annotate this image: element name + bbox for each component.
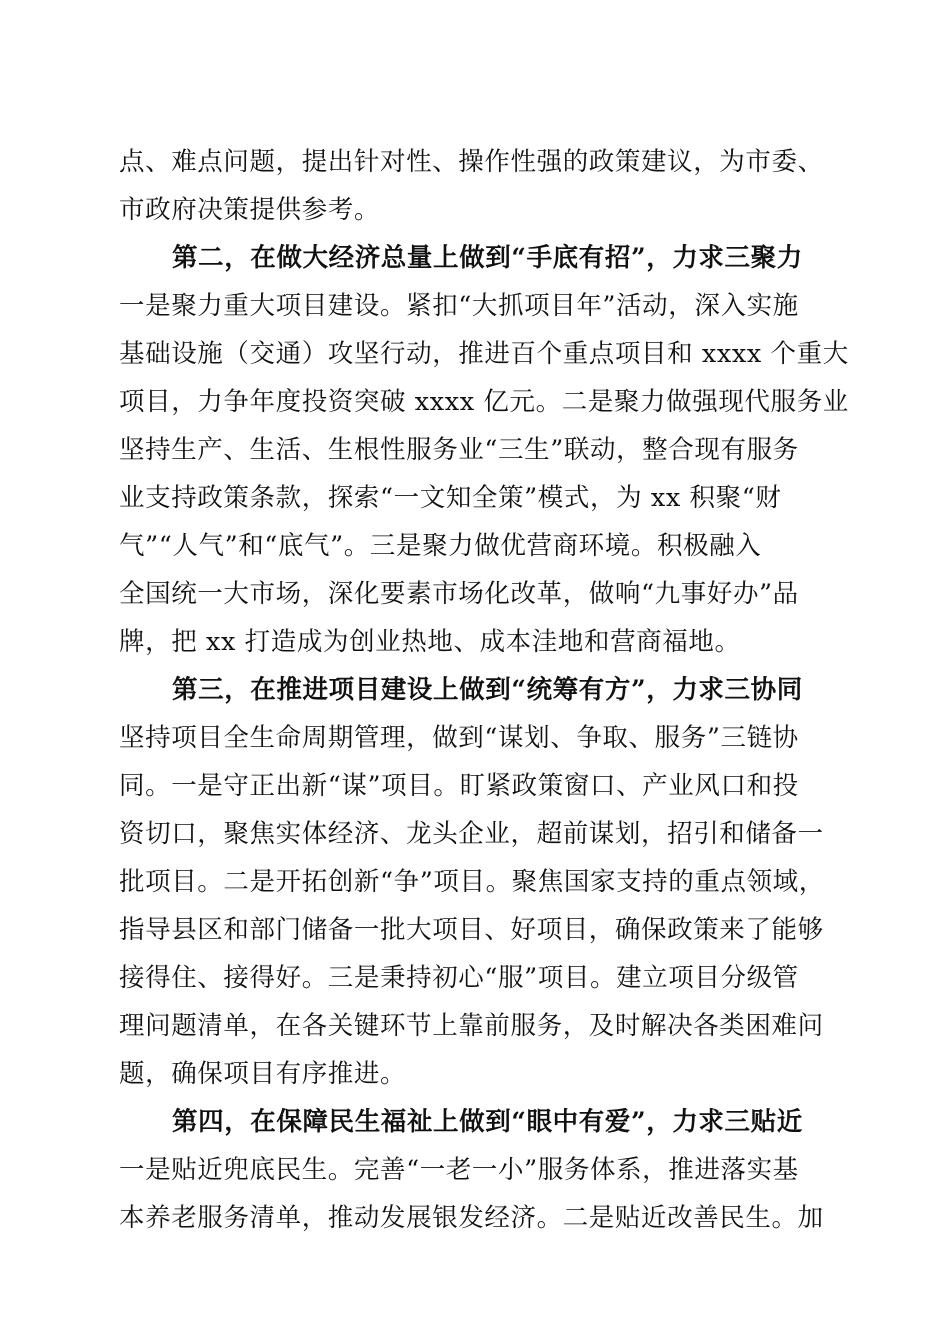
- text-line: 气”“人气”和“底气”。三是聚力做优营商环境。积极融入: [119, 531, 762, 561]
- text-line: 业支持政策条款，探索“一文知全策”模式，为 xx 积聚“财: [119, 483, 782, 513]
- text-line: 接得住、接得好。三是秉持初心“服”项目。建立项目分级管: [119, 963, 799, 993]
- section-heading: 第三，在推进项目建设上做到“统筹有方”，力求三协同: [172, 675, 803, 705]
- text-line: 牌，把 xx 打造成为创业热地、成本洼地和营商福地。: [119, 627, 741, 657]
- section-heading: 第二，在做大经济总量上做到“手底有招”，力求三聚力: [172, 243, 803, 273]
- text-line: 项目，力争年度投资突破 xxxx 亿元。二是聚力做强现代服务业: [119, 387, 849, 417]
- text-line: 坚持项目全生命周期管理，做到“谋划、争取、服务”三链协: [119, 723, 799, 753]
- text-line: 理问题清单，在各关键环节上靠前服务，及时解决各类困难问: [119, 1011, 824, 1041]
- text-line: 全国统一大市场，深化要素市场化改革，做响“九事好办”品: [119, 579, 799, 609]
- text-line: 点、难点问题，提出针对性、操作性强的政策建议，为市委、: [119, 147, 824, 177]
- text-line: 坚持生产、生活、生根性服务业“三生”联动，整合现有服务: [119, 435, 799, 465]
- section-heading: 第四，在保障民生福祉上做到“眼中有爱”，力求三贴近: [172, 1107, 803, 1137]
- text-line: 市政府决策提供参考。: [119, 195, 381, 225]
- text-line: 资切口，聚焦实体经济、龙头企业，超前谋划，招引和储备一: [119, 819, 824, 849]
- text-line: 本养老服务清单，推动发展银发经济。二是贴近改善民生。加: [119, 1203, 824, 1233]
- text-line: 一是贴近兜底民生。完善“一老一小”服务体系，推进落实基: [119, 1155, 799, 1185]
- text-line: 指导县区和部门储备一批大项目、好项目，确保政策来了能够: [119, 915, 824, 945]
- text-line: 基础设施（交通）攻坚行动，推进百个重点项目和 xxxx 个重大: [119, 339, 849, 369]
- text-line: 题，确保项目有序推进。: [119, 1059, 407, 1089]
- text-line: 批项目。二是开拓创新“争”项目。聚焦国家支持的重点领域，: [119, 867, 825, 897]
- text-line: 同。一是守正出新“谋”项目。盯紧政策窗口、产业风口和投: [119, 771, 799, 801]
- text-line: 一是聚力重大项目建设。紧扣“大抓项目年”活动，深入实施: [119, 291, 799, 321]
